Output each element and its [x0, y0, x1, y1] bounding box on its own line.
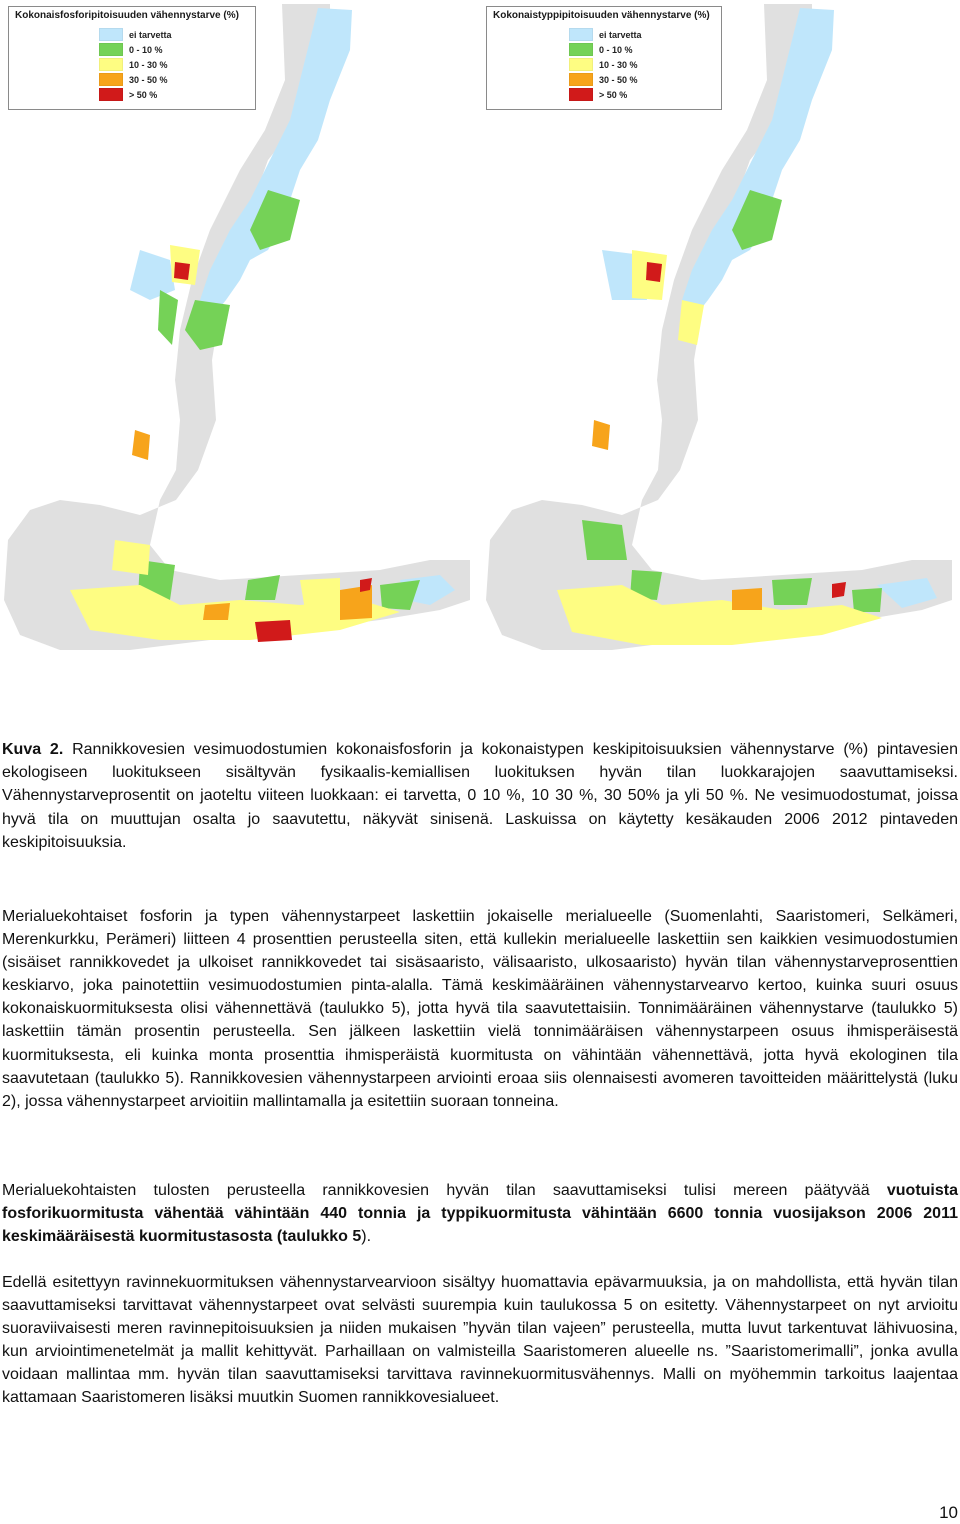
- water-area: [174, 262, 190, 280]
- water-area: [255, 620, 292, 642]
- legend-item: [99, 87, 249, 102]
- legend-item: [99, 72, 249, 87]
- legend-swatch: [99, 73, 123, 86]
- water-area: [772, 578, 812, 605]
- legend-label: ei tarvetta: [599, 29, 642, 40]
- legend-swatch: [99, 58, 123, 71]
- legend-swatch: [569, 73, 593, 86]
- water-area: [112, 540, 150, 575]
- legend-swatch: [99, 43, 123, 56]
- body-paragraph: Edellä esitettyyn ravinnekuormituksen vähennystarvearvioon sisältyy huomattavia epävarmuuksia, ja on mahdollista, että hyvän tilan saavuttamiseksi tarvittavat vähennystarpeet ovat selvästi suurempia kuin taulukossa 5 on esitetty. Vähennystarpeet on nyt arvioitu suoraviivaisesti meren ravinnepitoisuuksien ja niiden mukaisen ”hyvän tilan vajeen” perusteella, mutta luvut tarkentuvat lähivuosina, kun arviointimenetelmät ja mallit kehittyvät. Parhaillaan on valmisteilla Saaristomeren alueelle ns. ”Saaristomerimalli”, jonka avulla voidaan mallintaa mm. hyvän tilan saavuttamiseksi tarvittava ravinnekuormitusvähennys. Malli on myöhemmin tarkoitus laajentaa kattamaan Saaristomeren lisäksi muutkin Suomen rannikkovesialueet.: [2, 1274, 958, 1407]
- legend-label: 0 - 10 %: [129, 44, 163, 55]
- body-paragraph: [2, 1179, 958, 1248]
- paragraph-text: Merialuekohtaisten tulosten perusteella rannikkovesien hyvän tilan saavuttamiseksi tulisi mereen päätyvää: [2, 1182, 887, 1199]
- legend-item: [99, 27, 249, 42]
- legend-item: [569, 57, 715, 72]
- legend-swatch: [569, 88, 593, 101]
- water-area: [646, 262, 662, 282]
- legend-label: > 50 %: [129, 89, 158, 100]
- figure-caption: [2, 738, 958, 854]
- legend-item: [569, 87, 715, 102]
- legend-title: Kokonaisfosforipitoisuuden vähennystarve (%): [15, 10, 239, 21]
- legend-label: 10 - 30 %: [129, 59, 168, 70]
- legend-swatch: [99, 28, 123, 41]
- legend-title: Kokonaistyppipitoisuuden vähennystarve (%): [493, 10, 710, 21]
- legend-label: 0 - 10 %: [599, 44, 633, 55]
- legend-swatch: [569, 43, 593, 56]
- water-area: [130, 250, 175, 300]
- water-area: [678, 300, 704, 345]
- map-legend: [8, 6, 256, 110]
- water-area: [832, 582, 846, 598]
- legend-item: [99, 57, 249, 72]
- emphasis-text: vuotuista fosforikuormitusta vähentää vähintään 440 tonnia ja typpikuormitusta vähintään 6600 tonnia vuosijakson 2006 2011 keskimääräisestä kuormitustasosta (taulukko 5: [2, 1182, 958, 1246]
- water-area: [732, 588, 762, 610]
- legend-swatch: [569, 58, 593, 71]
- legend-item: [569, 72, 715, 87]
- body-paragraph: Merialuekohtaiset fosforin ja typen vähennystarpeet laskettiin jokaiselle merialueelle (Suomenlahti, Saaristomeri, Selkämeri, Merenkurkku, Perämeri) liitteen 4 prosenttien perusteella siten, että kullekin merialueelle laskettiin sen kaikkien vesimuodostumien (sisäiset rannikkovedet ja ulkoiset rannikkovedet tai sisäsaaristo, välisaaristo, ulkosaaristo) hyvän tilan vähennystarveprosenttien keskiarvo, joka painotettiin vesimuodostumien pinta-alalla. Tämä keskimääräinen vähennystarvearvo kertoo, kuinka suuri osuus kokonaiskuormituksesta olisi vähennettävä (taulukko 5), jotta hyvä tila saavutettaisiin. Tonnimääräinen vähennystarve (taulukko 5) laskettiin tämän prosentin perusteella. Sen jälkeen laskettiin vielä tonnimääräisen vähennystarpeen osuus ihmisperäisestä kuormituksesta, eli kuinka monta prosenttia ihmisperäistä kuormitusta on vähintään vähennettävä, jotta hyvä ekologinen tila saavutetaan (taulukko 5). Rannikkovesien vähennystarpeen arviointi eroaa siis olennaisesti avomeren tavoitteiden määrittelystä (luku 2), jossa vähennystarpeet arvioitiin mallintamalla ja esitettiin suoraan tonneina.: [2, 908, 958, 1110]
- legend-label: 30 - 50 %: [129, 74, 168, 85]
- nitrogen-reduction-map: [482, 0, 960, 660]
- legend-label: 10 - 30 %: [599, 59, 638, 70]
- legend-item: [569, 42, 715, 57]
- phosphorus-reduction-map: [0, 0, 480, 660]
- legend-item: [569, 27, 715, 42]
- legend-label: > 50 %: [599, 89, 628, 100]
- page-number: 10: [939, 1503, 958, 1522]
- paragraph-text: ).: [361, 1228, 372, 1246]
- legend-label: 30 - 50 %: [599, 74, 638, 85]
- water-area: [852, 588, 882, 612]
- legend-label: ei tarvetta: [129, 29, 172, 40]
- legend-swatch: [99, 88, 123, 101]
- map-legend: [486, 6, 722, 110]
- caption-label: Kuva 2.: [2, 741, 64, 758]
- water-area: [158, 290, 178, 345]
- water-area: [582, 520, 627, 560]
- caption-text: Rannikkovesien vesimuodostumien kokonaisfosforin ja kokonaistypen keskipitoisuuksien vähennystarve (%) pintavesien ekologiseen luokitukseen sisältyvän fysikaalis-kemiallisen luokituksen hyvän tilan luokkarajojen saavuttamiseksi. Vähennystarveprosentit on jaoteltu viiteen luokkaan: ei tarvetta, 0 10 %, 10 30 %, 30 50% ja yli 50 %. Ne vesimuodostumat, joissa hyvä tila on muuttujan osalta jo saavutettu, näkyvät sinisenä. Laskuissa on käytetty kesäkauden 2006 2012 pintaveden keskipitoisuuksia.: [2, 741, 958, 851]
- legend-item: [99, 42, 249, 57]
- water-area: [300, 578, 340, 610]
- water-area: [203, 603, 230, 620]
- water-area: [132, 430, 150, 460]
- legend-swatch: [569, 28, 593, 41]
- water-area: [592, 420, 610, 450]
